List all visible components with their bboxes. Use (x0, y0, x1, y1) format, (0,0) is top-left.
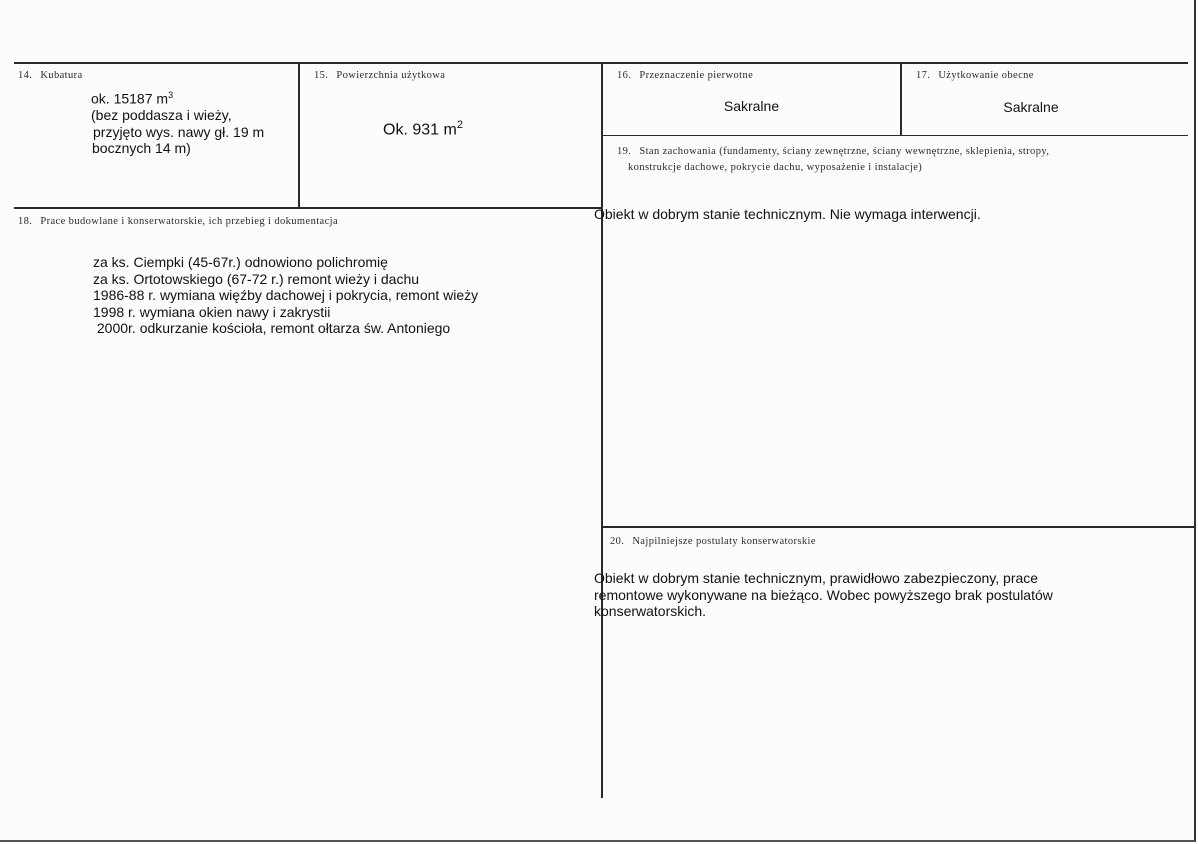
field-14-value (91, 87, 264, 157)
field-18-line-1: za ks. Ciempki (45-67r.) odnowiono polichromię (93, 254, 388, 270)
field-14-label (18, 70, 83, 81)
field-14-note-line-1: (bez poddasza i wieży, (91, 107, 232, 124)
field-14-number: 14. (18, 70, 33, 81)
field-14-title: Kubatura (40, 70, 83, 81)
field-14-note-line-2: przyjęto wys. nawy gł. 19 m (93, 123, 265, 140)
field-14-note-line-3: bocznych 14 m) (92, 140, 191, 157)
field-19-value: Obiekt w dobrym stanie technicznym. Nie wymaga interwencji. (594, 206, 981, 222)
field-17-label (916, 70, 1034, 81)
field-18-line-5: 2000r. odkurzanie kościoła, remont ołtarza św. Antoniego (93, 320, 451, 336)
field-14-superscript: 3 (168, 90, 174, 100)
rule-above-20 (603, 526, 1196, 528)
field-19-number: 19. (617, 146, 632, 157)
field-19-title-line-1: Stan zachowania (fundamenty, ściany zewnętrzne, ściany wewnętrzne, sklepienia, stropy, (639, 146, 1050, 157)
main-divider (601, 64, 603, 798)
field-15-title: Powierzchnia użytkowa (336, 70, 446, 81)
field-20-line-2: remontowe wykonywane na bieżąco. Wobec powyższego brak postulatów (594, 586, 1053, 603)
field-15-superscript: 2 (456, 119, 463, 131)
rule-under-14-15 (14, 207, 603, 209)
field-14-main-text: ok. 15187 m (91, 90, 169, 107)
field-16-number: 16. (617, 70, 632, 81)
field-20-line-3: konserwatorskich. (594, 603, 707, 619)
field-16-value: Sakralne (723, 98, 780, 114)
field-15-main-text: Ok. 931 m (383, 121, 457, 139)
field-17-title: Użytkowanie obecne (938, 70, 1034, 81)
field-17-value: Sakralne (1003, 99, 1059, 115)
field-18-line-3: 1986-88 r. wymiana więźby dachowej i pokrycia, remont wieży (93, 287, 479, 303)
field-18-line-2: za ks. Ortotowskiego (67-72 r.) remont wieży i dachu (93, 270, 420, 287)
rule-under-16-17 (603, 135, 1188, 136)
divider-14-15 (298, 64, 300, 207)
field-20-number: 20. (610, 536, 625, 547)
field-19-label (617, 144, 1177, 176)
field-16-label (617, 70, 753, 81)
field-18-label (18, 216, 338, 227)
field-17-number: 17. (916, 70, 931, 81)
field-20-line-1: Obiekt w dobrym stanie technicznym, prawidłowo zabezpieczony, prace (594, 570, 1039, 586)
field-19-label-line-1 (617, 144, 1177, 160)
field-18-value (93, 254, 478, 337)
field-14-main (91, 87, 264, 107)
field-20-title: Najpilniejsze postulaty konserwatorskie (632, 536, 816, 547)
field-15-number: 15. (314, 70, 329, 81)
field-16-title: Przeznaczenie pierwotne (639, 70, 754, 81)
field-15-label (314, 70, 445, 81)
field-19-title-line-2: konstrukcje dachowe, pokrycie dachu, wyposażenie i instalacje) (628, 162, 923, 173)
field-18-line-4: 1998 r. wymiana okien nawy i zakrystii (93, 303, 331, 320)
field-15-value (383, 119, 463, 139)
field-18-title: Prace budowlane i konserwatorskie, ich przebieg i dokumentacja (40, 216, 339, 227)
field-20-label (610, 536, 816, 547)
field-20-value (594, 570, 1053, 620)
field-18-number: 18. (18, 216, 33, 227)
